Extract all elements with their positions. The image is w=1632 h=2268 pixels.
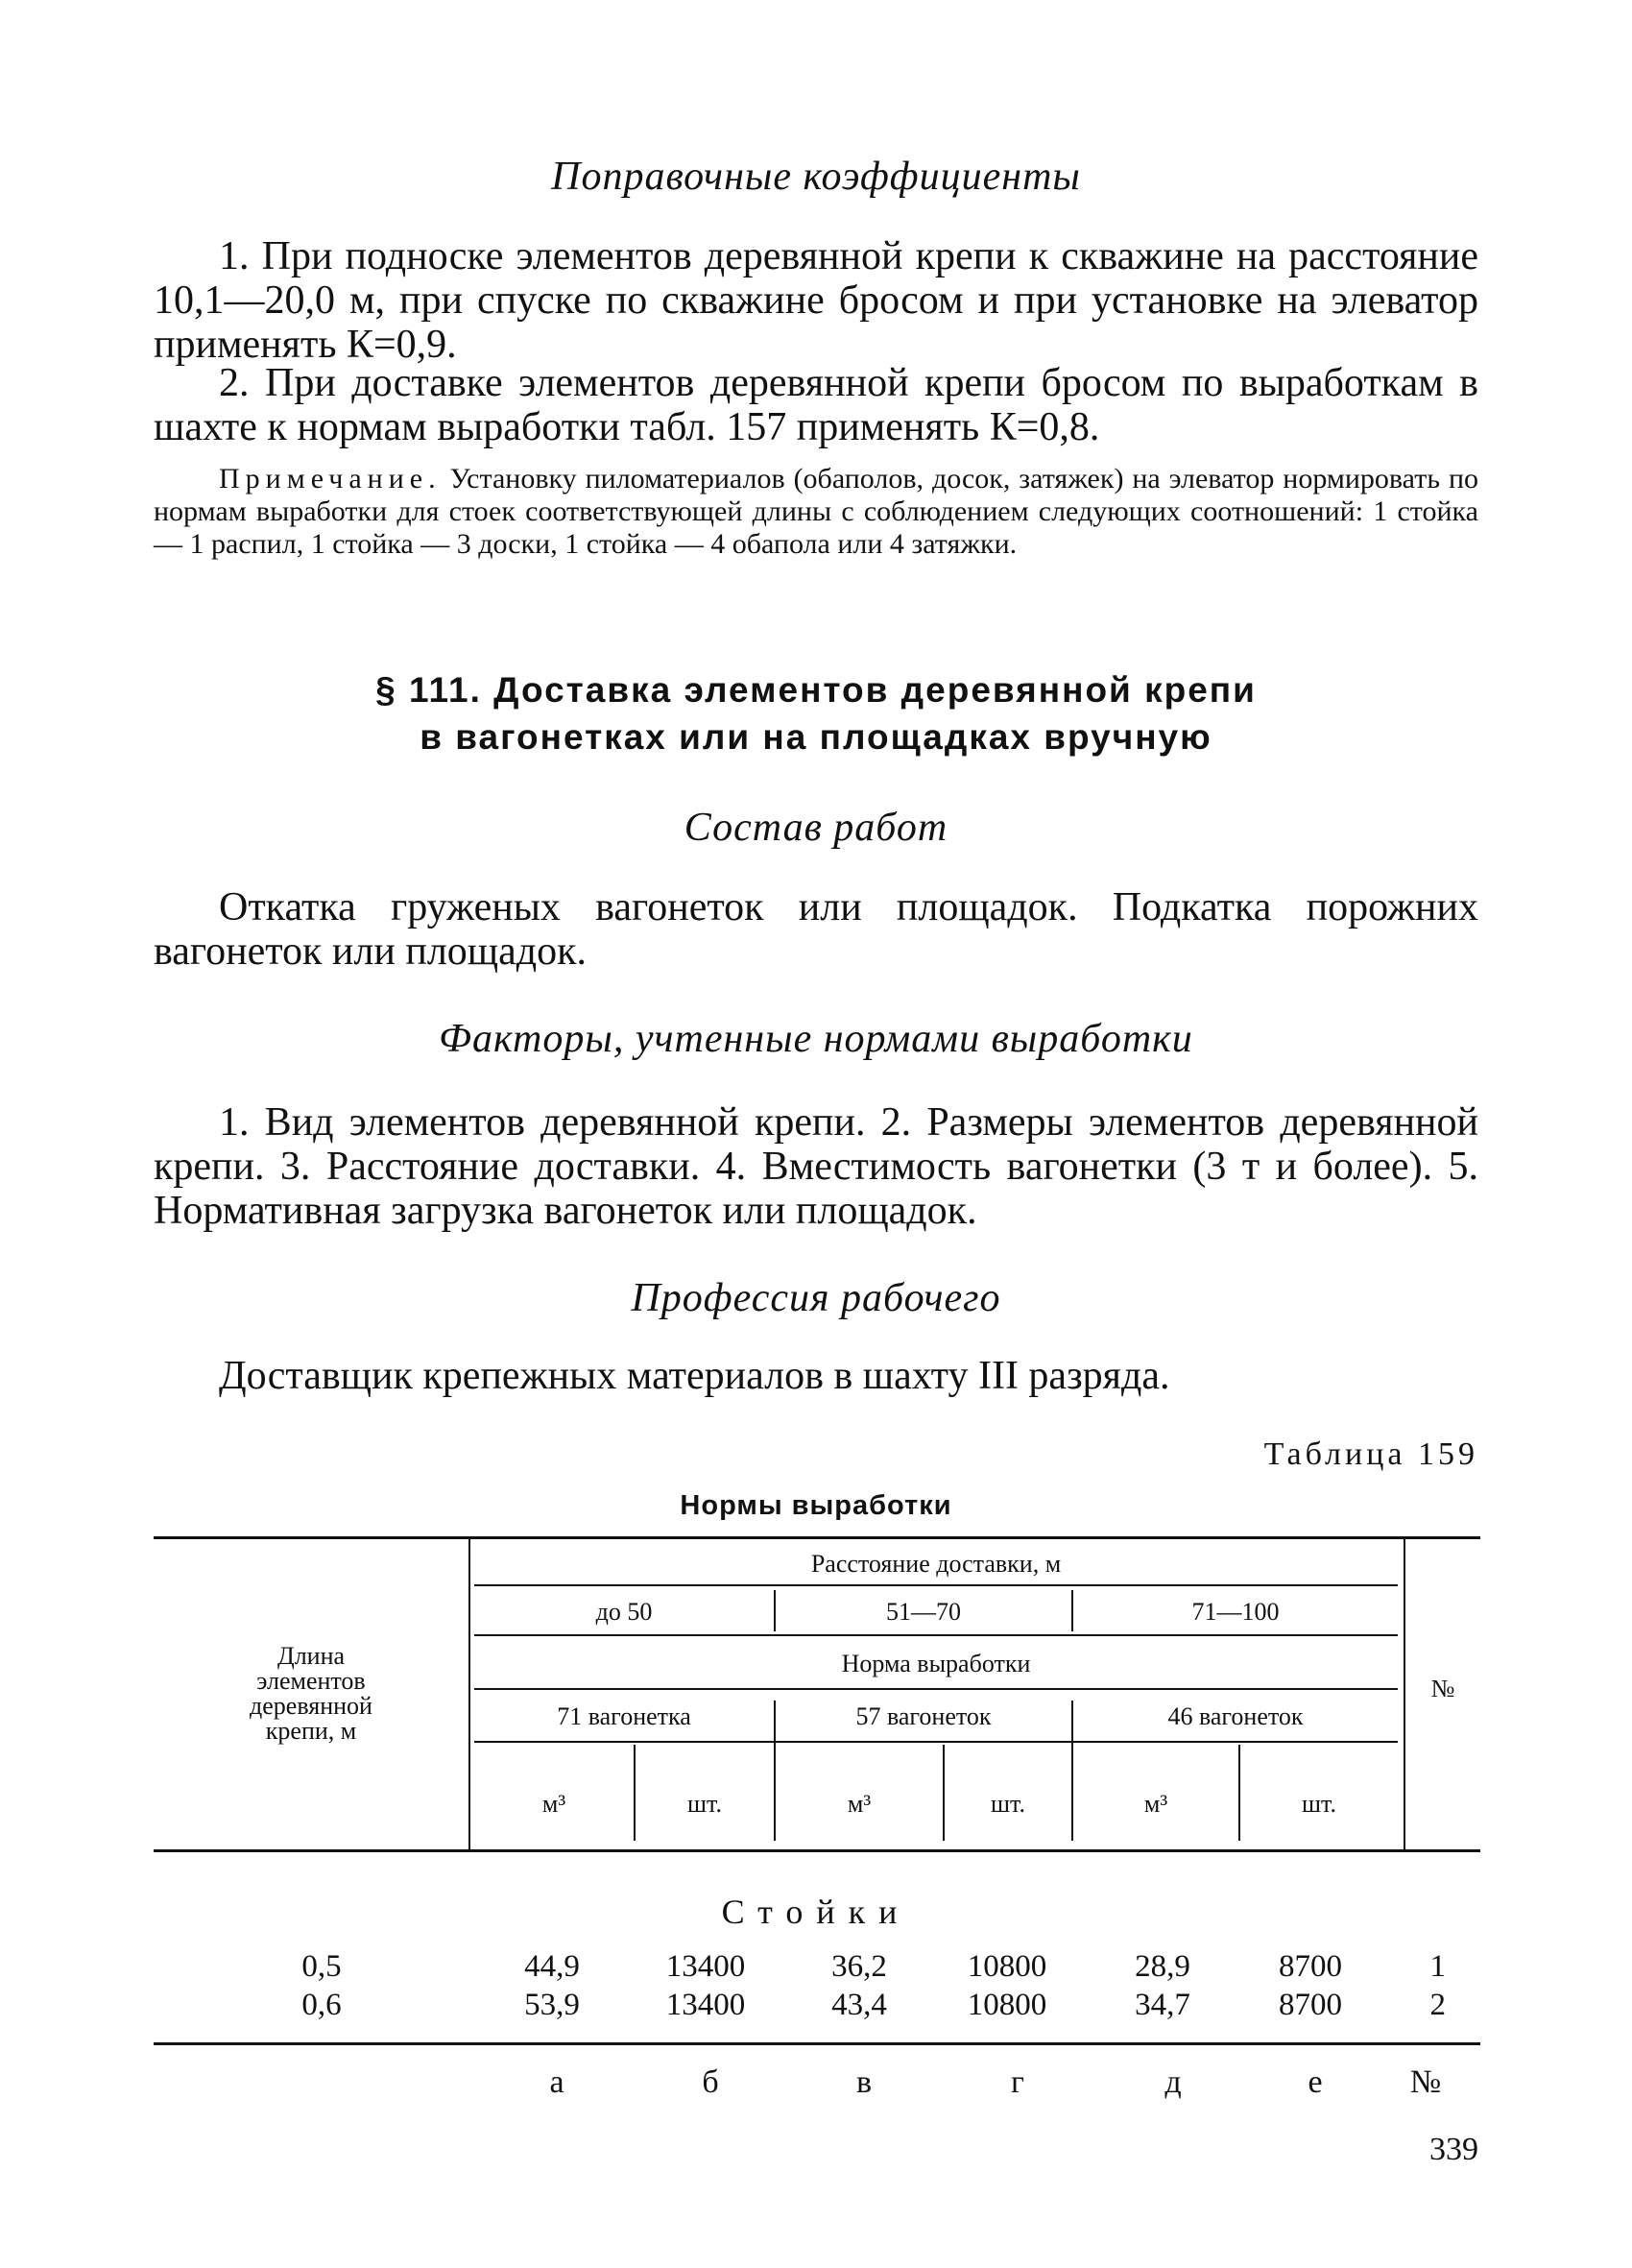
page-number: 339 — [1429, 2132, 1478, 2167]
note-label: Примечание. — [219, 463, 442, 495]
header-bottom-rule — [154, 1849, 1480, 1852]
footer-letter-a: а — [549, 2064, 564, 2100]
row-1-sht-1: 13400 — [665, 1949, 746, 1984]
unit-m3-2: м³ — [847, 1790, 872, 1818]
distance-2: 51—70 — [886, 1598, 961, 1626]
group-label-stoiki: Стойки — [721, 1893, 911, 1931]
wagon-count-rule — [474, 1741, 1398, 1743]
length-header-line-2: элементов — [256, 1667, 366, 1695]
unit-sht-3: шт. — [1302, 1790, 1336, 1818]
unit-sht-1: шт. — [687, 1790, 722, 1818]
correction-item-1: 1. При подноске элементов деревянной крепи к скважине на расстояние 10,1—20,0 м, при спуске по скважине бросом и при установке на элеватор применять К=0,9. — [154, 234, 1478, 367]
factors-heading: Факторы, учтенные нормами выработки — [439, 1017, 1193, 1061]
row-1-length: 0,5 — [301, 1949, 342, 1984]
note-text: Установку пиломатериалов (обаполов, досок, затяжек) на элеватор нормировать по нормам выработки для стоек соответствующей длины с соблюдением следующих соотношений: 1 стойка — 1 распил, 1 стойка — 3 доски, 1 стойка — 4 обапола или 4 затяжки. — [154, 463, 1478, 560]
correction-item-2: 2. При доставке элементов деревянной крепи бросом по выработкам в шахте к нормам выработки табл. 157 применять К=0,8. — [154, 361, 1478, 449]
unit-sht-2: шт. — [991, 1790, 1025, 1818]
distance-header-rule — [474, 1584, 1398, 1586]
distance-3: 71—100 — [1191, 1598, 1280, 1626]
profession-heading: Профессия рабочего — [631, 1276, 1001, 1320]
length-header-line-1: Длина — [276, 1642, 346, 1670]
table-title: Нормы выработки — [680, 1490, 952, 1521]
section-title-line-1: § 111. Доставка элементов деревянной крепи — [375, 670, 1257, 710]
length-column-header — [154, 1644, 468, 1744]
profession-text: Доставщик крепежных материалов в шахту III разряда. — [219, 1354, 1170, 1398]
row-2-m3-1: 53,9 — [524, 1988, 580, 2022]
correction-note — [154, 463, 1478, 561]
row-2-sht-1: 13400 — [665, 1988, 746, 2022]
unit-m3-1: м³ — [541, 1790, 566, 1818]
row-2-number: 2 — [1429, 1988, 1446, 2022]
row-2-m3-2: 43,4 — [831, 1988, 887, 2022]
table-bottom-rule — [154, 2042, 1480, 2045]
row-1-number: 1 — [1429, 1949, 1446, 1984]
norm-header: Норма выработки — [841, 1650, 1031, 1677]
length-header-line-4: крепи, м — [265, 1717, 357, 1745]
row-1-sht-2: 10800 — [967, 1949, 1047, 1984]
footer-letter-b: б — [702, 2064, 719, 2100]
row-2-sht-3: 8700 — [1279, 1988, 1342, 2022]
corrections-heading: Поправочные коэффициенты — [551, 155, 1081, 199]
wagon-count-2: 57 вагонеток — [855, 1702, 992, 1730]
row-1-m3-1: 44,9 — [524, 1949, 580, 1984]
row-2-length: 0,6 — [301, 1988, 342, 2022]
distance-header: Расстояние доставки, м — [810, 1550, 1062, 1578]
unit-m3-3: м³ — [1143, 1790, 1168, 1818]
composition-text: Откатка груженых вагонеток или площадок. Подкатка порожних вагонеток или площадок. — [154, 885, 1478, 974]
footer-letter-g: г — [1011, 2064, 1024, 2100]
length-header-line-3: деревянной — [250, 1692, 372, 1720]
footer-letter-e: е — [1308, 2064, 1323, 2100]
table-left-column-border — [468, 1539, 470, 1849]
composition-heading: Состав работ — [684, 806, 948, 850]
wagon-count-1: 71 вагонетка — [557, 1702, 691, 1730]
distance-1: до 50 — [595, 1598, 653, 1626]
row-1-m3-2: 36,2 — [831, 1949, 887, 1984]
footer-number-sign: № — [1409, 2064, 1442, 2100]
footer-letter-v: в — [855, 2064, 873, 2100]
factors-text: 1. Вид элементов деревянной крепи. 2. Размеры элементов деревянной крепи. 3. Расстояние доставки. 4. Вместимость вагонетки (3 т и более). 5. Нормативная загрузка вагонеток или площадок. — [154, 1100, 1478, 1233]
footer-letter-d: д — [1164, 2064, 1182, 2100]
row-1-m3-3: 28,9 — [1135, 1949, 1190, 1984]
norm-header-rule — [474, 1688, 1398, 1690]
row-2-m3-3: 34,7 — [1135, 1988, 1190, 2022]
row-2-sht-2: 10800 — [967, 1988, 1047, 2022]
section-title-line-2: в вагонетках или на площадках вручную — [420, 717, 1212, 757]
table-caption: Таблица 159 — [1263, 1436, 1478, 1472]
table-top-rule — [154, 1536, 1480, 1539]
distance-values-rule — [474, 1634, 1398, 1636]
row-1-sht-3: 8700 — [1279, 1949, 1342, 1984]
section-title — [0, 666, 1632, 760]
wagon-count-3: 46 вагонеток — [1167, 1702, 1304, 1730]
number-column-header: № — [1430, 1675, 1455, 1702]
